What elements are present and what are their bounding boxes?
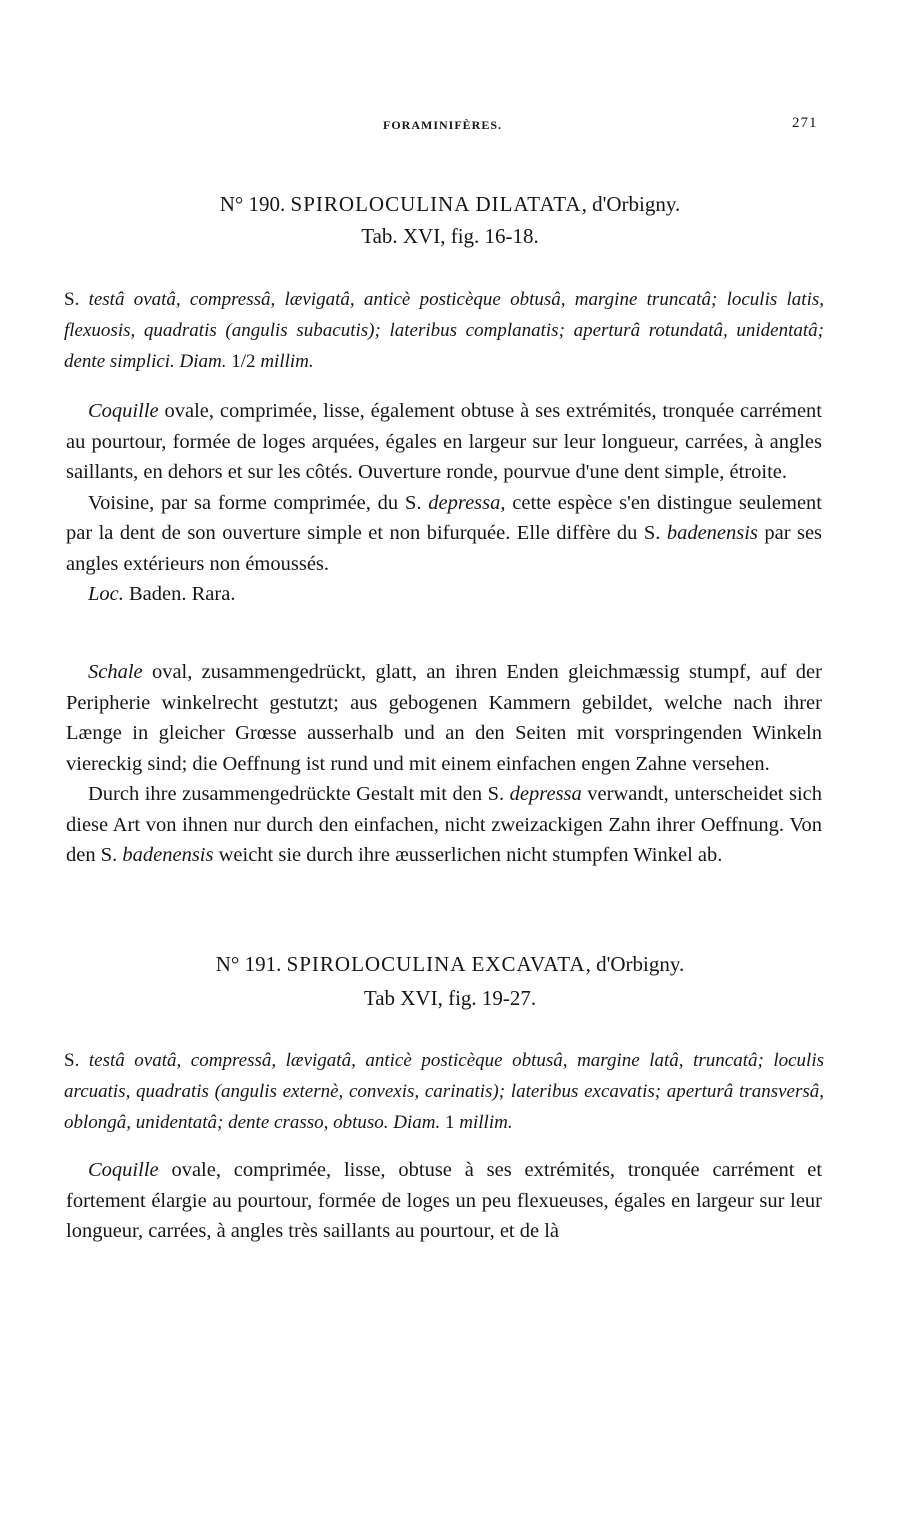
french-lead: Coquille xyxy=(88,400,159,422)
entry-190-diagnosis xyxy=(64,284,824,377)
french-paragraph xyxy=(66,1155,822,1247)
species-name: depressa xyxy=(509,783,582,805)
entry-191-heading xyxy=(0,948,900,980)
entry-190-number: N° 190. xyxy=(219,192,286,216)
text-run: Voisine, par sa forme comprimée, du S. xyxy=(88,491,422,514)
species-name: badenensis xyxy=(122,844,214,866)
entry-191-number: N° 191. xyxy=(215,952,282,976)
locality-label: Loc. xyxy=(88,583,124,605)
german-paragraph xyxy=(66,657,822,779)
french-text: ovale, comprimée, lisse, obtuse à ses extrémités, tronquée carrément et fortement élargie au pourtour, formée de loges un peu flexueuses, égales en largeur sur leur longueur, carrées, à angles très saillants au pourtour, et de là xyxy=(66,1159,823,1242)
text-run: weicht sie durch ihre æusserlichen nicht stumpfen Winkel ab. xyxy=(218,844,723,866)
entry-190-species: SPIROLOCULINA DILATATA xyxy=(290,192,582,216)
text-run: , cette espèce s'en distingue seulement par la dent de son ouverture simple et non bifurquée. Elle diffère du S. xyxy=(66,491,823,544)
entry-191-author: , d'Orbigny. xyxy=(585,952,685,976)
text-run: Durch ihre zusammengedrückte Gestalt mit den S. xyxy=(88,783,505,805)
german-text: oval, zusammengedrückt, glatt, an ihren Enden gleichmæssig stumpf, auf der Peripherie winkelrecht gestutzt; aus gebogenen Kammern gebildet, welche nach ihrer Længe in gleicher Grœsse ausserhalb und an den Seiten mit vorspringenden Winkeln viereckig sind; die Oeffnung ist rund und mit einem einfachen engen Zahne versehen. xyxy=(66,661,822,775)
entry-191-plate: Tab XVI, fig. 19-27. xyxy=(363,986,537,1010)
entry-190-german xyxy=(66,657,822,871)
diagnosis-text: testâ ovatâ, compressâ, lævigatâ, anticè posticèque obtusâ, margine latâ, truncatâ; loculis arcuatis, quadratis (angulis externè, convexis, carinatis); lateribus excavatis; aperturâ transversâ, oblongâ, unidentatâ; dente crasso, obtuso. Diam. xyxy=(64,1050,825,1133)
entry-190-french xyxy=(66,396,822,610)
running-title: FORAMINIFÈRES. xyxy=(383,118,503,132)
locality xyxy=(66,579,822,610)
diagnosis-size: 1 xyxy=(445,1112,455,1133)
entry-191-diagnosis xyxy=(64,1045,824,1138)
german-comparison xyxy=(66,779,822,871)
entry-190-plate: Tab. XVI, fig. 16-18. xyxy=(361,224,539,248)
french-comparison xyxy=(66,488,822,580)
locality-text: Baden. Rara. xyxy=(129,583,236,605)
diagnosis-unit: millim. xyxy=(459,1112,513,1133)
diagnosis-prefix: S. xyxy=(64,289,80,310)
text-run: verwandt, unterscheidet sich diese Art von ihnen nur durch den einfachen, nicht zweizackigen Zahn ihrer Oeffnung. Von den S. xyxy=(66,783,823,866)
diagnosis-size: 1/2 xyxy=(231,351,256,372)
diagnosis-text: testâ ovatâ, compressâ, lævigatâ, anticè posticèque obtusâ, margine truncatâ; loculis latis, flexuosis, quadratis (angulis subacutis); lateribus complanatis; aperturâ rotundatâ, unidentatâ; dente simplici. Diam. xyxy=(64,289,824,372)
text-run: par ses angles extérieurs non émoussés. xyxy=(66,522,823,575)
entry-190-heading xyxy=(0,188,900,220)
french-paragraph xyxy=(66,396,822,488)
entry-190-author: , d'Orbigny. xyxy=(581,192,681,216)
entry-191-french xyxy=(66,1155,822,1247)
diagnosis-prefix: S. xyxy=(64,1050,80,1071)
german-lead: Schale xyxy=(88,661,143,683)
entry-191-species: SPIROLOCULINA EXCAVATA xyxy=(286,952,586,976)
french-lead: Coquille xyxy=(88,1159,159,1181)
page-number: 271 xyxy=(792,115,818,131)
species-name: badenensis xyxy=(666,522,758,544)
french-text: ovale, comprimée, lisse, également obtuse à ses extrémités, tronquée carrément au pourtour, formée de loges arquées, égales en largeur sur leur longueur, carrées, à angles saillants, en dehors et sur les côtés. Ouverture ronde, pourvue d'une dent simple, étroite. xyxy=(66,400,823,483)
diagnosis-unit: millim. xyxy=(260,351,314,372)
species-name: depressa xyxy=(428,491,501,514)
